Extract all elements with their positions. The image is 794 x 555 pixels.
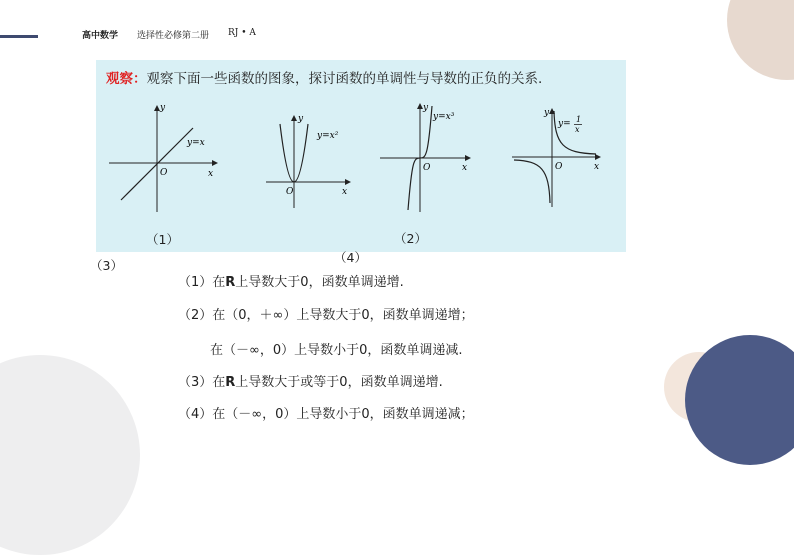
x-axis-label: x bbox=[462, 163, 468, 173]
fraction-numerator: 1 bbox=[576, 115, 582, 124]
function-label: y=x² bbox=[317, 131, 339, 141]
conclusion-3 bbox=[178, 371, 443, 390]
conclusion-2: （2）在（0，＋∞）上导数大于0，函数单调递增； bbox=[178, 308, 474, 323]
x-axis-label: x bbox=[208, 169, 214, 179]
origin-label: O bbox=[160, 168, 168, 178]
conclusion-1-text: 上导数大于0，函数单调递增. bbox=[235, 275, 404, 290]
function-label: y=x³ bbox=[433, 112, 455, 122]
observation-label: 观察： bbox=[106, 71, 147, 87]
curve-reciprocal-negative bbox=[514, 160, 550, 203]
graph-cubic bbox=[378, 100, 478, 215]
header-book: 选择性必修第二册 bbox=[137, 31, 210, 41]
observation-text bbox=[106, 67, 542, 87]
function-label: y=x bbox=[187, 138, 205, 148]
graph-label-2: （2） bbox=[394, 231, 427, 246]
conclusion-1 bbox=[178, 271, 404, 290]
graph-label-4: （4） bbox=[334, 250, 367, 265]
decor-circle-bottom-left bbox=[0, 355, 140, 555]
graph-quadratic bbox=[262, 110, 357, 210]
y-axis-label: y bbox=[298, 114, 304, 124]
conclusion-1-domain: R bbox=[225, 275, 236, 290]
graph-reciprocal bbox=[508, 105, 608, 210]
conclusion-3-domain: R bbox=[225, 375, 236, 390]
x-axis-label: x bbox=[594, 162, 600, 172]
x-axis-label: x bbox=[342, 187, 348, 197]
function-label: y= bbox=[558, 119, 571, 129]
conclusion-1-number: （1）在 bbox=[178, 275, 226, 290]
graph-label-3: （3） bbox=[90, 258, 123, 273]
y-axis-label: y bbox=[544, 108, 550, 118]
observation-body: 观察下面一些函数的图象，探讨函数的单调性与导数的正负的关系. bbox=[146, 71, 543, 87]
decor-circle-top-right bbox=[727, 0, 794, 80]
origin-label: O bbox=[555, 162, 563, 172]
header-accent-bar bbox=[0, 35, 38, 38]
header-subject: 高中数学 bbox=[82, 31, 119, 41]
header-edition: RJ • A bbox=[228, 28, 256, 38]
origin-label: O bbox=[423, 163, 431, 173]
graph-linear bbox=[105, 100, 225, 215]
conclusion-4: （4）在（－∞，0）上导数小于0，函数单调递减； bbox=[178, 407, 474, 422]
y-axis-label: y bbox=[423, 103, 429, 113]
y-axis-label: y bbox=[160, 103, 166, 113]
conclusion-3-text: 上导数大于或等于0，函数单调递增. bbox=[235, 375, 443, 390]
graph-label-1: （1） bbox=[146, 232, 179, 247]
origin-label: O bbox=[286, 187, 294, 197]
conclusion-3-number: （3）在 bbox=[178, 375, 226, 390]
conclusion-2b: 在（－∞，0）上导数小于0，函数单调递减. bbox=[210, 343, 463, 358]
fraction-denominator: x bbox=[575, 125, 580, 134]
